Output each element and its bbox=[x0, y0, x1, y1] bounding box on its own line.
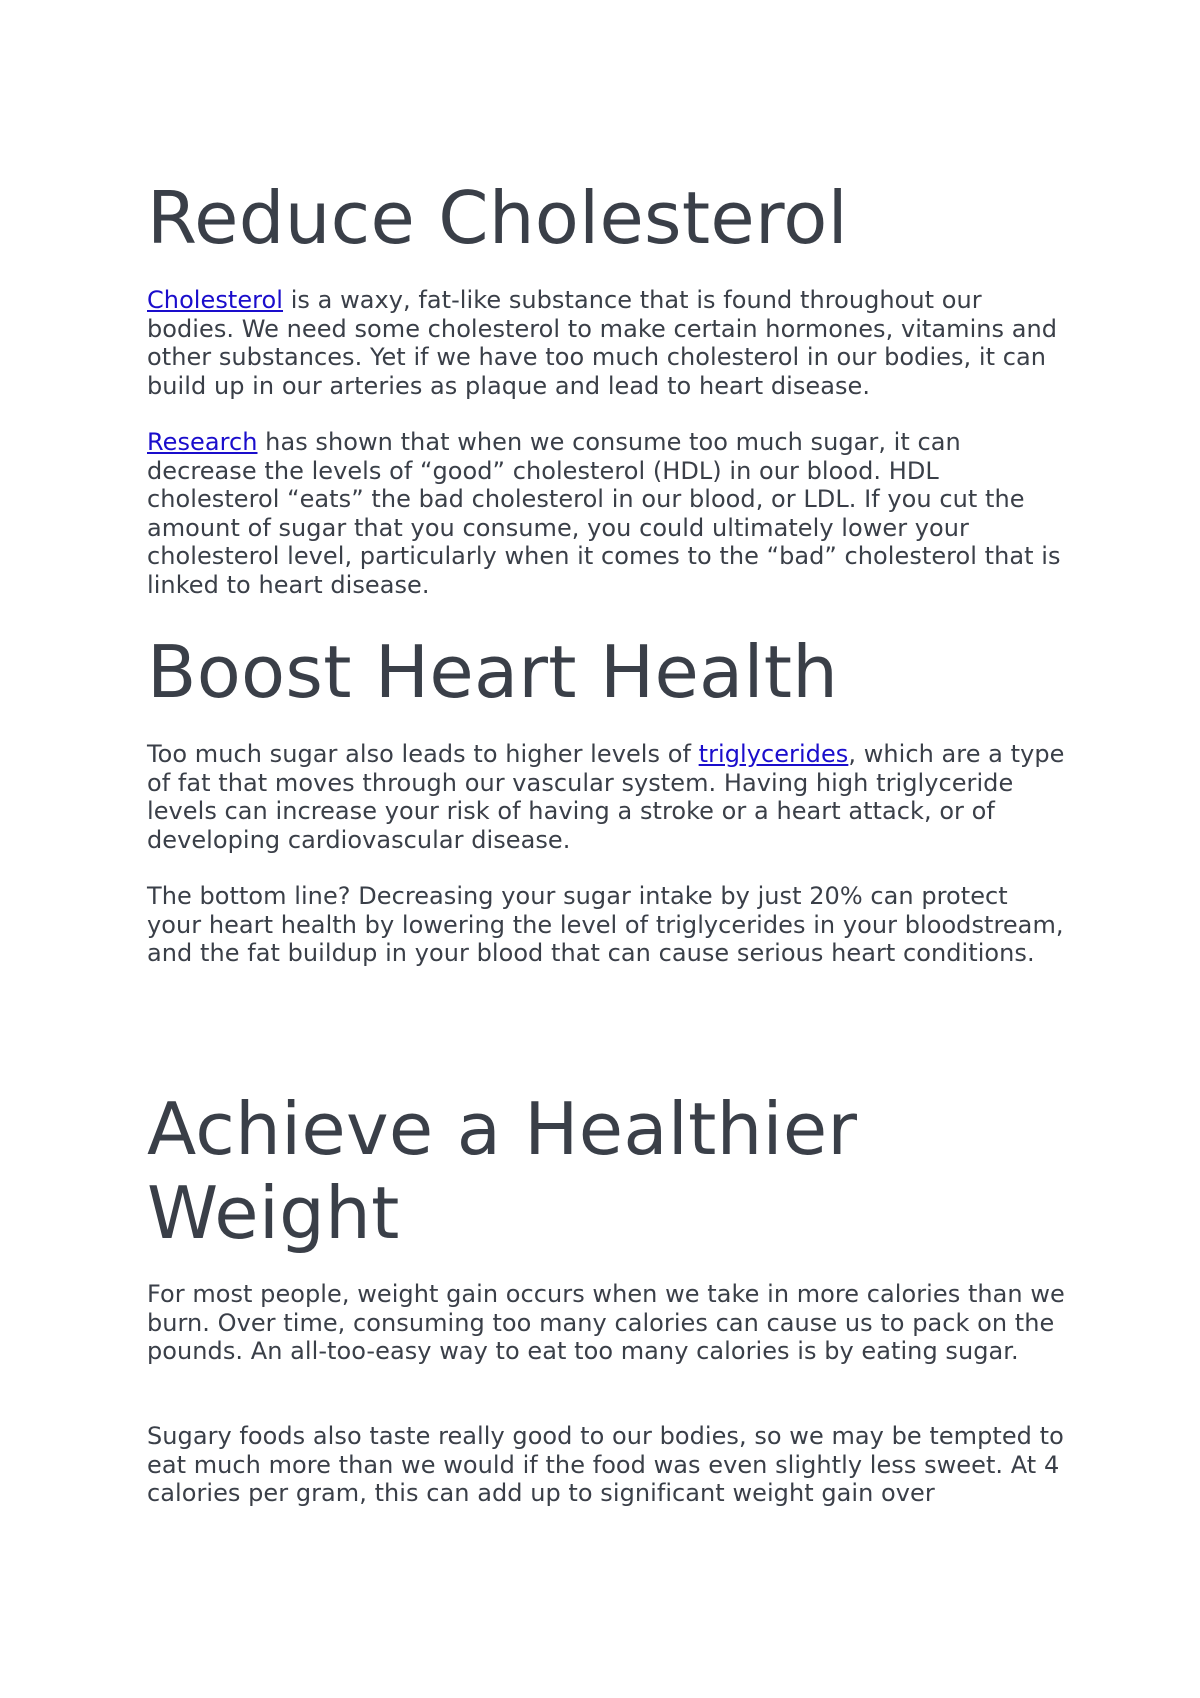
paragraph-triglycerides bbox=[147, 740, 1067, 854]
heading-line-2: Weight bbox=[147, 1171, 400, 1255]
heading-boost-heart-health: Boost Heart Health bbox=[147, 630, 839, 714]
paragraph-sugary-foods: Sugary foods also taste really good to our bodies, so we may be tempted to eat much more than we would if the food was even slightly less sweet. At 4 calories per gram, this can add up to significant weight gain over bbox=[147, 1422, 1064, 1507]
paragraph-text: is a waxy, fat-like substance that is found throughout our bodies. We need some cholesterol to make certain hormones, vitamins and other substances. Yet if we have too much cholesterol in our bodies, it can build up in our arteries as plaque and lead to heart disease. bbox=[147, 286, 1058, 400]
heading-achieve-healthier-weight bbox=[147, 1087, 1067, 1255]
heading-line-1: Achieve a Healthier bbox=[147, 1087, 858, 1171]
link-cholesterol[interactable]: Cholesterol bbox=[147, 286, 284, 314]
paragraph-text-before: Too much sugar also leads to higher levels of bbox=[147, 740, 699, 768]
paragraph-research bbox=[147, 428, 1067, 599]
link-triglycerides[interactable]: triglycerides bbox=[698, 740, 849, 768]
paragraph-bottom-line: The bottom line? Decreasing your sugar intake by just 20% can protect your heart health by lowering the level of triglycerides in your bloodstream, and the fat buildup in your blood that can cause serious heart conditions. bbox=[147, 882, 1064, 967]
paragraph-text: has shown that when we consume too much sugar, it can decrease the levels of “good” cholesterol (HDL) in our blood. HDL cholesterol “eats” the bad cholesterol in our blood, or LDL. If you cut the amount of sugar that you consume, you could ultimately lower your cholesterol level, particularly when it comes to the “bad” cholesterol that is linked to heart disease. bbox=[147, 428, 1061, 599]
heading-reduce-cholesterol: Reduce Cholesterol bbox=[147, 176, 848, 260]
link-research[interactable]: Research bbox=[147, 428, 258, 456]
paragraph-cholesterol-definition bbox=[147, 286, 1067, 400]
paragraph-text-after: , which are a type of fat that moves through our vascular system. Having high triglyceride levels can increase your risk of having a stroke or a heart attack, or of developing cardiovascular disease. bbox=[147, 740, 1065, 854]
paragraph-weight-gain: For most people, weight gain occurs when we take in more calories than we burn. Over time, consuming too many calories can cause us to pack on the pounds. An all-too-easy way to eat too many calories is by eating sugar. bbox=[147, 1280, 1065, 1365]
